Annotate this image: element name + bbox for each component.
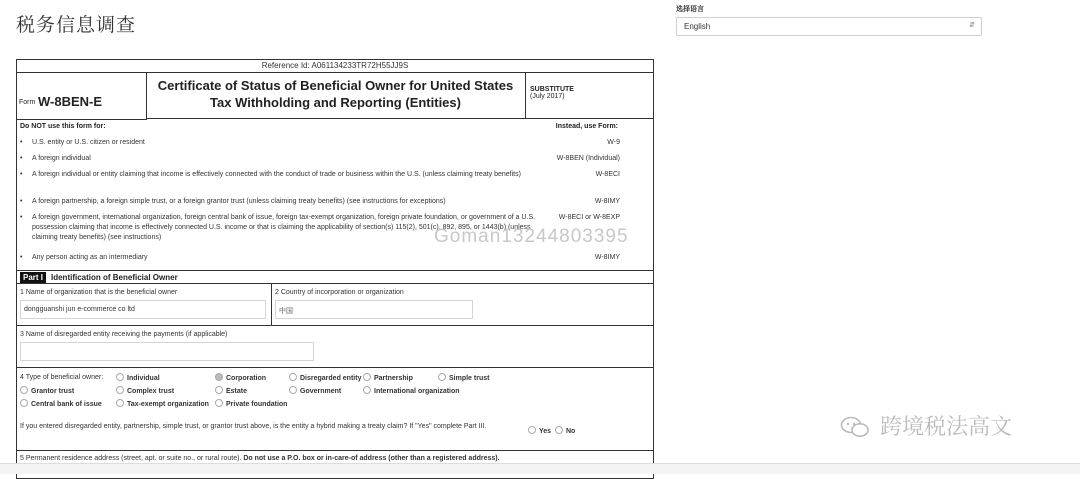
country-input[interactable]: 中国 xyxy=(275,300,473,319)
bullet-icon: • xyxy=(20,171,23,178)
hybrid-question: If you entered disregarded entity, partnership, simple trust, or grantor trust above, is the entity a hybrid making a treaty claim? If "Yes" complete Part III. xyxy=(20,423,487,430)
radio-icon xyxy=(215,399,223,407)
type-option-grantor-trust[interactable]: Grantor trust xyxy=(20,386,74,395)
type-option-international-organization[interactable]: International organization xyxy=(363,386,460,395)
taskbar xyxy=(0,463,1080,474)
form-version-cell xyxy=(526,72,654,119)
row-use: W-9 xyxy=(607,139,620,146)
row-use: W-8BEN (Individual) xyxy=(556,155,620,162)
beneficial-owner-name-input[interactable]: dongguanshi jun e-commerce co ltd xyxy=(20,300,266,319)
type-option-complex-trust[interactable]: Complex trust xyxy=(116,386,174,395)
type-option-simple-trust[interactable]: Simple trust xyxy=(438,373,489,382)
form-number: W-8BEN-E xyxy=(38,94,103,109)
row-use: W-8ECI xyxy=(595,171,620,178)
radio-icon xyxy=(438,373,446,381)
type-option-disregarded-entity[interactable]: Disregarded entity xyxy=(289,373,361,382)
part-title: Identification of Beneficial Owner xyxy=(51,273,178,282)
field2-label: 2 Country of incorporation or organization xyxy=(275,289,404,296)
divider xyxy=(271,284,272,325)
radio-icon xyxy=(116,399,124,407)
wechat-logo-icon xyxy=(840,416,870,438)
row-use: W-8IMY xyxy=(594,198,620,205)
row-text: A foreign government, international organization, foreign central bank of issue, foreign tax-exempt organization, foreign private foundation, or government of a U.S. possession claiming that income is effectively connected U.S. income or that is claiming the applicability of section(s) 115(2), 501(c), 892, 895, or 1443(b) (unless claiming treaty benefits) (see instructions) xyxy=(32,214,536,241)
hybrid-yes-option[interactable]: Yes xyxy=(528,426,551,435)
type-option-corporation[interactable]: Corporation xyxy=(215,373,266,382)
row-text: A foreign partnership, a foreign simple trust, or a foreign grantor trust (unless claiming treaty benefits) (see instructions for exceptions) xyxy=(32,198,446,205)
language-label: 选择语言 xyxy=(676,6,704,13)
divider xyxy=(17,367,653,368)
watermark-brand: 跨境税法高文 xyxy=(840,410,1012,441)
part-header xyxy=(17,270,653,284)
bullet-icon: • xyxy=(20,155,23,162)
page-title: 税务信息调查 xyxy=(16,15,137,36)
type-option-private-foundation[interactable]: Private foundation xyxy=(215,399,287,408)
type-option-tax-exempt[interactable]: Tax-exempt organization xyxy=(116,399,209,408)
field5-label: 5 Permanent residence address (street, apt. or suite no., or rural route). Do not use a P.O. box or in-care-of address (other than a registered address). xyxy=(20,455,500,462)
radio-icon xyxy=(363,373,371,381)
radio-icon xyxy=(363,386,371,394)
form-title-line1: Certificate of Status of Beneficial Owner for United States xyxy=(157,78,514,93)
radio-icon xyxy=(289,373,297,381)
type-option-individual[interactable]: Individual xyxy=(116,373,160,382)
radio-icon xyxy=(20,386,28,394)
type-option-central-bank[interactable]: Central bank of issue xyxy=(20,399,102,408)
part-badge: Part I xyxy=(20,272,46,283)
substitute-label: SUBSTITUTE xyxy=(530,86,574,93)
type-option-estate[interactable]: Estate xyxy=(215,386,247,395)
radio-icon xyxy=(528,426,536,434)
form-id-cell xyxy=(17,72,147,120)
do-not-use-heading: Do NOT use this form for: xyxy=(20,123,106,130)
radio-icon xyxy=(215,386,223,394)
watermark-phone: Goman13244803395 xyxy=(434,226,629,247)
radio-icon xyxy=(116,373,124,381)
bullet-icon: • xyxy=(20,254,23,261)
form-title xyxy=(146,72,526,119)
form-version: (July 2017) xyxy=(530,93,565,100)
bullet-icon: • xyxy=(20,198,23,205)
row-text: Any person acting as an intermediary xyxy=(32,254,148,261)
w8bene-form xyxy=(16,59,654,479)
divider xyxy=(17,450,653,451)
divider xyxy=(17,325,653,326)
radio-checked-icon xyxy=(215,373,223,381)
field4-label: 4 Type of beneficial owner: xyxy=(20,374,104,381)
type-option-government[interactable]: Government xyxy=(289,386,341,395)
form-title-line2: Tax Withholding and Reporting (Entities) xyxy=(210,95,461,110)
row-use: W-8IMY xyxy=(594,254,620,261)
disregarded-entity-input[interactable] xyxy=(20,342,314,361)
field3-label: 3 Name of disregarded entity receiving the payments (if applicable) xyxy=(20,331,228,338)
language-select-value: English xyxy=(684,22,711,31)
reference-id: Reference Id: A061134233TR72H55JJ9S xyxy=(17,60,653,73)
bullet-icon: • xyxy=(20,139,23,146)
radio-icon xyxy=(20,399,28,407)
radio-icon xyxy=(289,386,297,394)
row-text: A foreign individual xyxy=(32,155,91,162)
form-word: Form xyxy=(19,99,36,106)
language-select[interactable] xyxy=(676,17,982,36)
updown-arrow-icon: ⇵ xyxy=(969,22,975,29)
radio-icon xyxy=(555,426,563,434)
field1-label: 1 Name of organization that is the beneficial owner xyxy=(20,289,178,296)
type-option-partnership[interactable]: Partnership xyxy=(363,373,413,382)
instead-use-heading: Instead, use Form: xyxy=(555,123,618,130)
row-use: W-8ECI or W-8EXP xyxy=(558,214,620,221)
bullet-icon: • xyxy=(20,214,23,221)
radio-icon xyxy=(116,386,124,394)
row-text: A foreign individual or entity claiming that income is effectively connected with the conduct of trade or business within the U.S. (unless claiming treaty benefits) xyxy=(32,171,521,178)
hybrid-no-option[interactable]: No xyxy=(555,426,575,435)
row-text: U.S. entity or U.S. citizen or resident xyxy=(32,139,145,146)
